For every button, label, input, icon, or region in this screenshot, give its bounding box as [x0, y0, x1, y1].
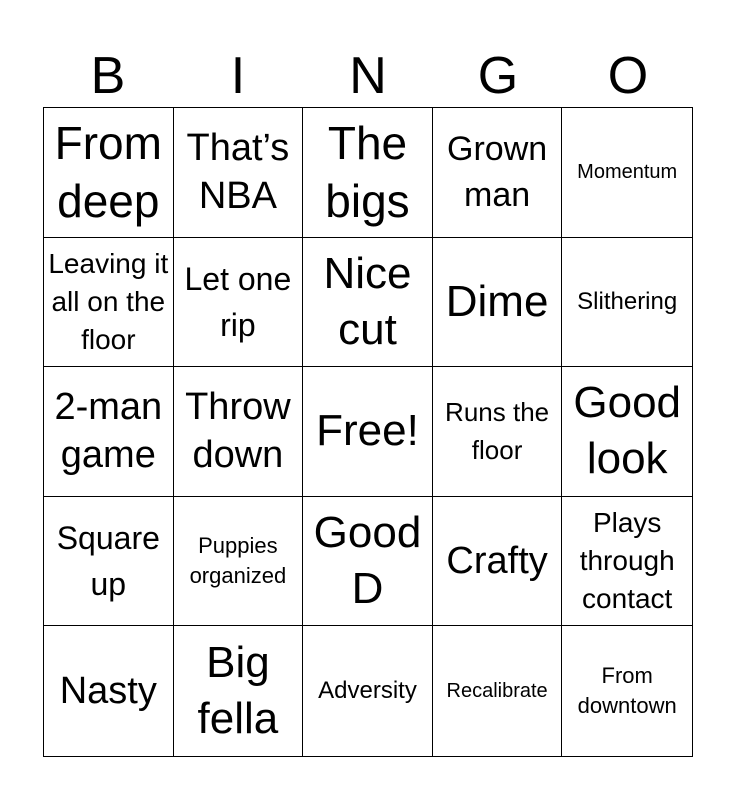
cell-text: Plays through contact — [579, 507, 675, 615]
bingo-cell[interactable] — [433, 238, 563, 368]
cell-text: Dime — [445, 276, 549, 326]
bingo-board — [43, 107, 693, 757]
bingo-cell[interactable] — [44, 238, 174, 368]
cell-text: Momentum — [577, 161, 678, 184]
cell-text: Good look — [573, 378, 682, 484]
bingo-cell[interactable] — [44, 367, 174, 497]
bingo-cell[interactable] — [303, 238, 433, 368]
cell-text: That’s NBA — [186, 127, 290, 218]
bingo-cell[interactable] — [433, 497, 563, 627]
bingo-cell[interactable] — [303, 497, 433, 627]
cell-text: Runs the floor — [445, 397, 550, 466]
header-letter-i: I — [230, 47, 246, 105]
cell-text: Slithering — [577, 287, 678, 315]
cell-text: 2-man game — [54, 386, 163, 477]
bingo-cell[interactable] — [303, 367, 433, 497]
cell-text: Crafty — [446, 540, 548, 583]
bingo-cell[interactable] — [174, 367, 304, 497]
cell-text: Nice cut — [323, 248, 412, 354]
cell-text: Free! — [316, 406, 419, 456]
cell-text: Recalibrate — [446, 680, 548, 703]
bingo-cell[interactable] — [562, 108, 692, 238]
header-letter-n: N — [349, 47, 387, 105]
bingo-cell[interactable] — [562, 626, 692, 756]
cell-text: Grown man — [447, 130, 548, 215]
bingo-cell[interactable] — [44, 626, 174, 756]
cell-text: Square up — [56, 520, 160, 603]
cell-text: Big fella — [197, 638, 279, 744]
cell-text: From deep — [54, 117, 162, 228]
bingo-cell[interactable] — [303, 626, 433, 756]
bingo-cell[interactable] — [174, 626, 304, 756]
cell-text: Adversity — [318, 677, 417, 705]
bingo-cell[interactable] — [562, 367, 692, 497]
cell-text: Good D — [313, 508, 422, 614]
cell-text: Leaving it all on the floor — [48, 247, 169, 355]
bingo-cell[interactable] — [44, 108, 174, 238]
cell-text: Nasty — [59, 670, 157, 713]
bingo-header — [43, 48, 693, 104]
header-letter-o: O — [607, 47, 649, 105]
cell-text: Let one rip — [184, 260, 292, 343]
bingo-cell[interactable] — [174, 108, 304, 238]
bingo-cell[interactable] — [562, 238, 692, 368]
cell-text: From downtown — [577, 663, 677, 719]
bingo-cell[interactable] — [433, 108, 563, 238]
bingo-cell[interactable] — [174, 238, 304, 368]
header-letter-b: B — [90, 47, 126, 105]
header-letter-g: G — [477, 47, 519, 105]
cell-text: Puppies organized — [189, 533, 287, 589]
bingo-cell[interactable] — [44, 497, 174, 627]
bingo-cell[interactable] — [562, 497, 692, 627]
cell-text: The bigs — [325, 117, 410, 228]
bingo-cell[interactable] — [433, 626, 563, 756]
cell-text: Throw down — [185, 386, 291, 477]
bingo-cell[interactable] — [174, 497, 304, 627]
bingo-cell[interactable] — [433, 367, 563, 497]
bingo-cell[interactable] — [303, 108, 433, 238]
